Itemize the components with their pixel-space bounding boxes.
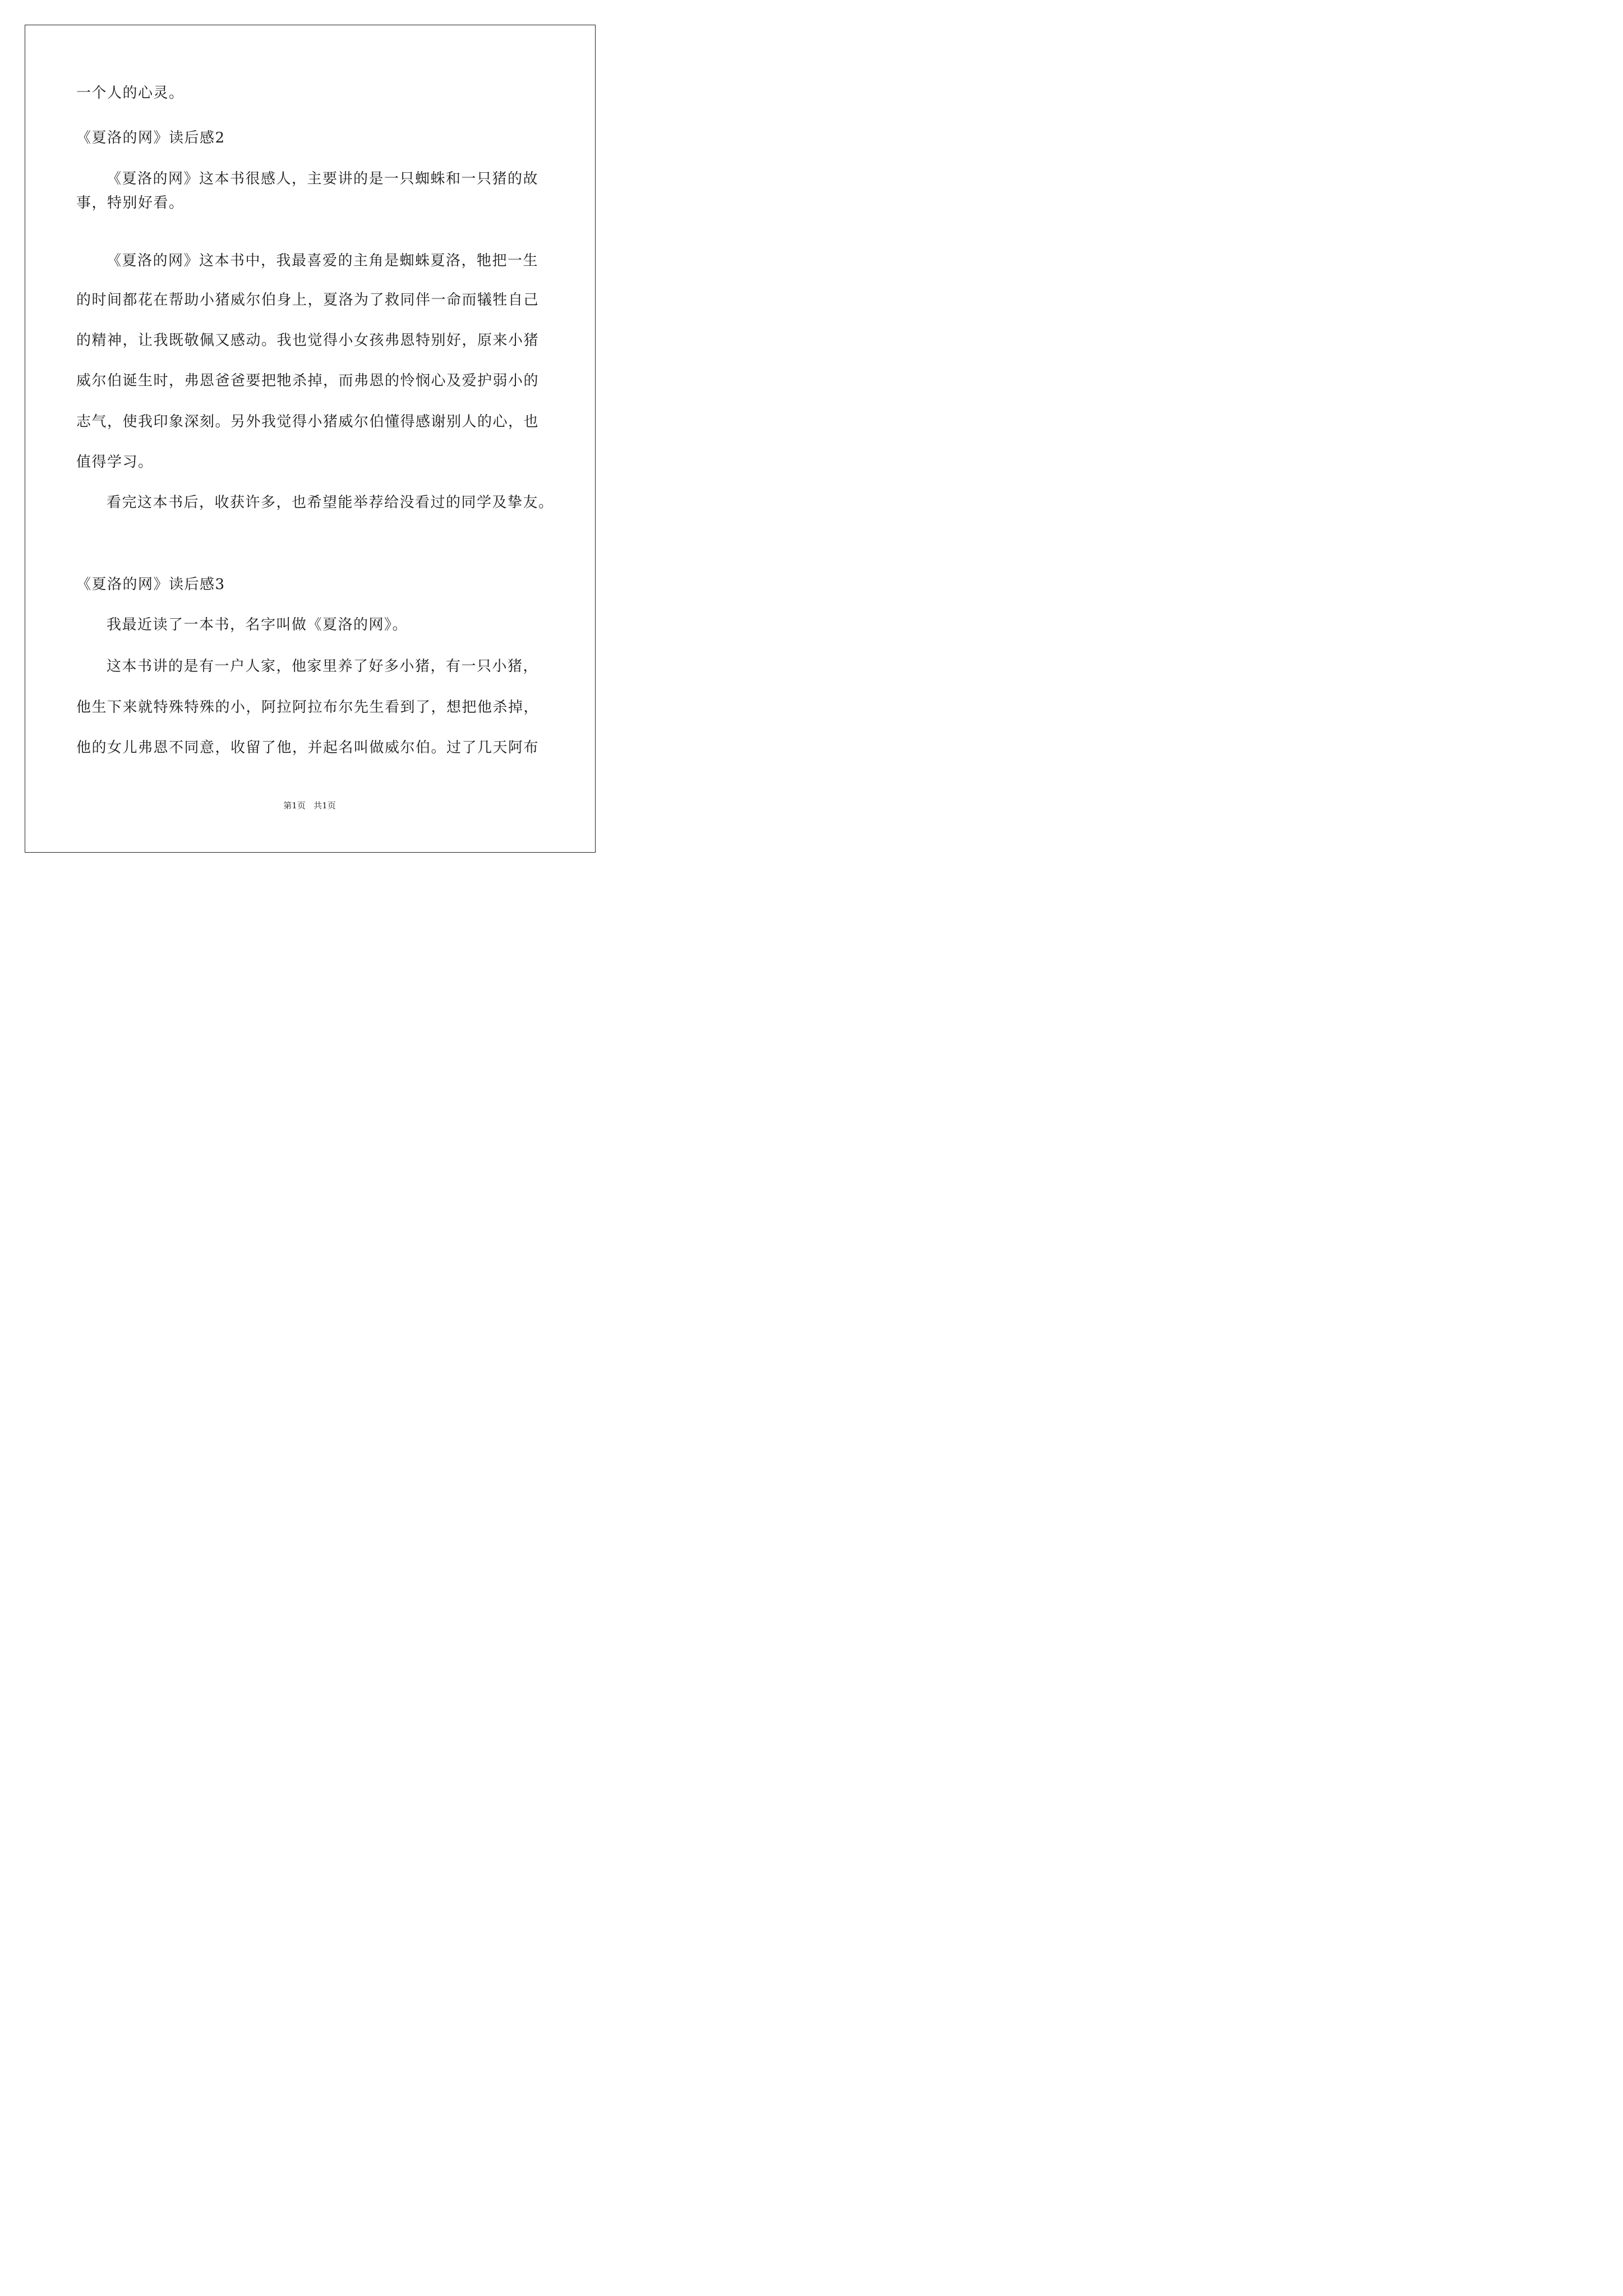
text-line: 值得学习。 bbox=[76, 454, 154, 471]
text-line: 一个人的心灵。 bbox=[76, 85, 185, 102]
text-line: 《夏洛的网》这本书中，我最喜爱的主角是蜘蛛夏洛，牠把一生 bbox=[107, 252, 539, 269]
section-heading-2: 《夏洛的网》读后感2 bbox=[76, 130, 225, 146]
page-border bbox=[25, 25, 596, 853]
text-line: 的精神，让我既敬佩又感动。我也觉得小女孩弗恩特别好，原来小猪 bbox=[76, 332, 540, 349]
text-line: 的时间都花在帮助小猪威尔伯身上，夏洛为了救同伴一命而犠牲自己 bbox=[76, 292, 540, 309]
text-line: 我最近读了一本书，名字叫做《夏洛的网》。 bbox=[107, 616, 408, 633]
text-line: 事，特别好看。 bbox=[76, 195, 185, 211]
text-line: 这本书讲的是有一户人家，他家里养了好多小猪，有一只小猪， bbox=[107, 658, 539, 675]
section-heading-3: 《夏洛的网》读后感3 bbox=[76, 576, 225, 593]
text-line: 威尔伯诞生时，弗恩爸爸要把牠杀掉，而弗恩的怜悯心及爱护弱小的 bbox=[76, 372, 540, 389]
text-line: 看完这本书后，收获许多，也希望能举荐给没看过的同学及挚友。 bbox=[107, 494, 554, 511]
text-line: 他生下来就特殊特殊的小，阿拉阿拉布尔先生看到了，想把他杀掉， bbox=[76, 699, 540, 716]
text-line: 《夏洛的网》这本书很感人，主要讲的是一只蜘蛛和一只猪的故 bbox=[107, 171, 539, 187]
page-number-footer: 第1页 共1页 bbox=[283, 800, 336, 811]
text-line: 他的女儿弗恩不同意，收留了他，并起名叫做威尔伯。过了几天阿布 bbox=[76, 739, 540, 756]
text-line: 志气，使我印象深刻。另外我觉得小猪威尔伯懂得感谢别人的心，也 bbox=[76, 413, 540, 430]
